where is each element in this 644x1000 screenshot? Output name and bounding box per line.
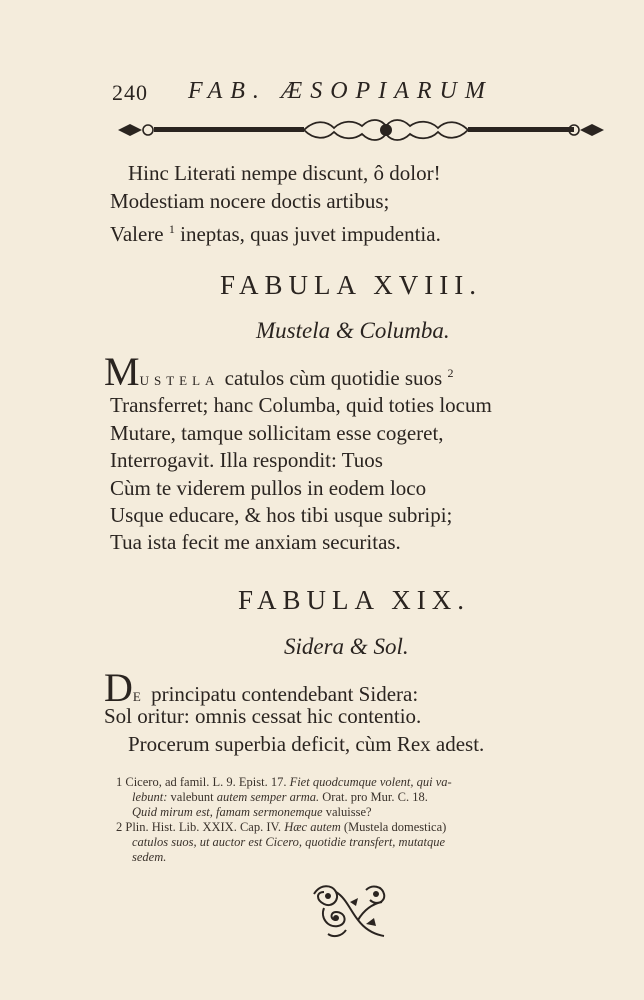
dropcap-d: D <box>104 665 133 710</box>
footnote-marker-1: 1 <box>168 222 175 236</box>
fable-19-line-1-rest: principatu contendebant Sidera: <box>151 682 419 706</box>
footnote-1-quote-c: autem semper arma. <box>216 790 320 804</box>
floral-tailpiece-icon <box>306 880 396 942</box>
fable-18-line-6: Usque educare, & hos tibi usque subripi; <box>110 503 453 527</box>
footnote-marker-2: 2 <box>447 366 454 380</box>
fable-18-line-3: Mutare, tamque sollicitam esse cogeret, <box>110 421 444 445</box>
footnote-1-line-3 <box>132 805 372 820</box>
footnote-2-quote-a: Hæc autem <box>284 820 341 834</box>
page-number: 240 <box>112 80 148 105</box>
fable-18-line-1-rest: catulos cùm quotidie suos <box>224 366 443 390</box>
footnote-2-quote-b: catulos suos, ut auctor est Cicero, quotidie transfert, mutatque <box>132 835 446 849</box>
intro-line-3-end: ineptas, quas juvet impudentia. <box>180 222 441 246</box>
footnote-1-quote-b: lebunt: <box>132 790 168 804</box>
running-title: FAB. ÆSOPIARUM <box>188 78 493 104</box>
fable-19-line-3: Procerum superbia deficit, cùm Rex adest. <box>128 732 485 756</box>
footnote-2-line-2 <box>132 835 445 850</box>
footnote-1-text-b: valebunt <box>170 790 214 804</box>
fable-18-line-5: Cùm te viderem pullos in eodem loco <box>110 476 427 500</box>
intro-line-3-start: Valere <box>110 222 164 246</box>
footnote-1-line-1 <box>116 775 452 790</box>
footnote-2-line-1 <box>116 820 446 835</box>
footnote-2-quote-c: sedem. <box>132 850 167 864</box>
footnote-1-ref-b: Orat. pro Mur. C. 18. <box>322 790 428 804</box>
first-letter-smallcaps: E <box>132 689 146 704</box>
fable-18-title: FABULA XVIII. <box>220 270 482 300</box>
fable-18-line-1 <box>104 349 454 394</box>
footnote-2-ref: 2 Plin. Hist. Lib. XXIX. Cap. IV. <box>116 820 282 834</box>
intro-line-1: Hinc Literati nempe discunt, ô dolor! <box>128 161 441 185</box>
fable-19-subtitle: Sidera & Sol. <box>284 634 409 659</box>
footnote-1-line-2 <box>132 790 428 805</box>
first-word-smallcaps: USTELA <box>139 373 220 388</box>
ornamental-rule <box>116 114 606 146</box>
fable-18-line-4: Interrogavit. Illa respondit: Tuos <box>110 448 383 472</box>
fable-18-line-2: Transferret; hanc Columba, quid toties locum <box>110 393 492 417</box>
fable-19-title: FABULA XIX. <box>238 585 471 615</box>
dropcap-m: M <box>104 349 140 394</box>
fable-18-subtitle: Mustela & Columba. <box>256 318 450 343</box>
intro-line-2: Modestiam nocere doctis artibus; <box>110 189 390 213</box>
intro-line-3 <box>110 216 441 247</box>
footnote-1-quote-d: Quid mirum est, famam sermonemque <box>132 805 323 819</box>
fable-18-line-7: Tua ista fecit me anxiam securitas. <box>110 530 401 554</box>
footnote-1-ref: 1 Cicero, ad famil. L. 9. Epist. 17. <box>116 775 287 789</box>
footnote-1-text-d: valuisse? <box>325 805 372 819</box>
footnote-2-line-3 <box>132 850 166 865</box>
footnote-1-quote-a: Fiet quodcumque volent, qui va- <box>289 775 452 789</box>
footnote-2-gloss: (Mustela domestica) <box>343 820 447 834</box>
fable-19-line-2: Sol oritur: omnis cessat hic contentio. <box>104 704 422 728</box>
